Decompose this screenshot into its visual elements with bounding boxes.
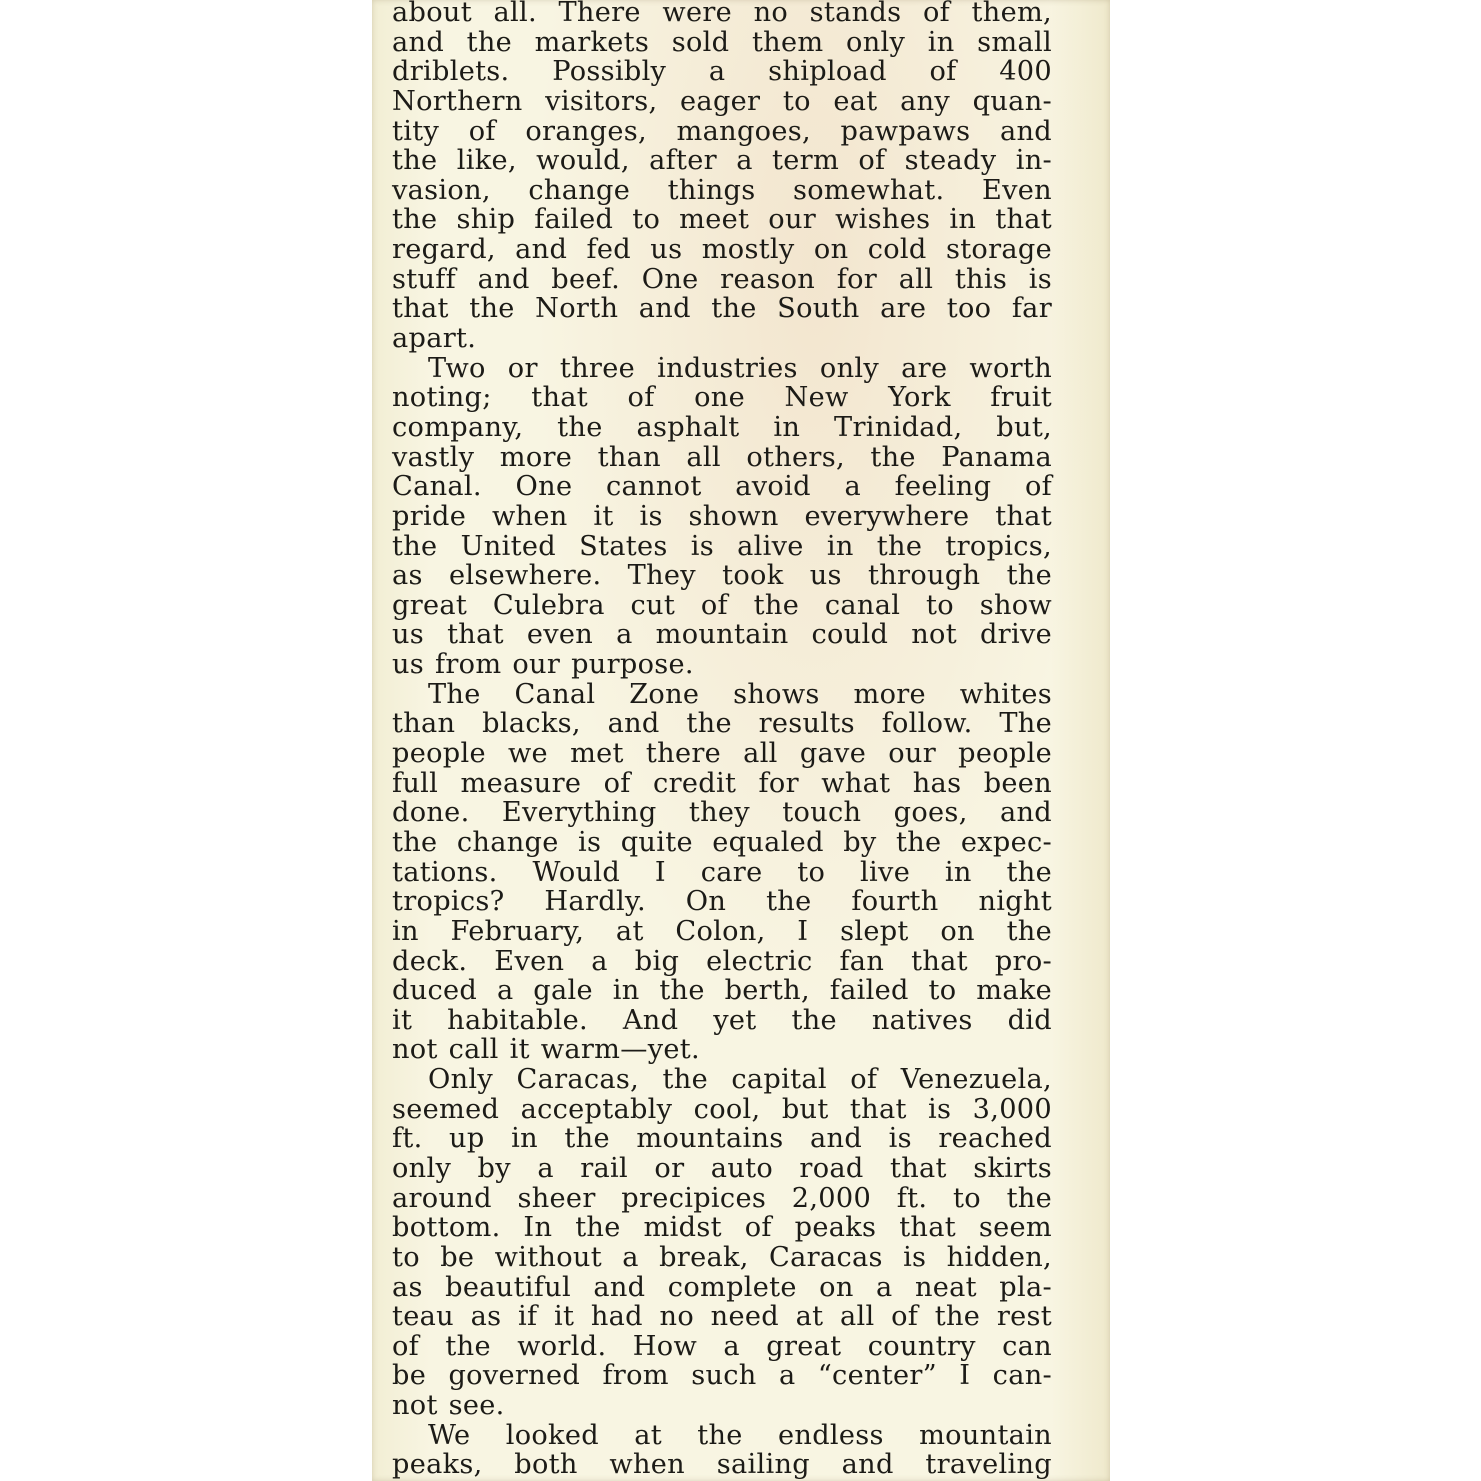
text-line: the change is quite equaled by the expec-	[392, 826, 1052, 858]
text-line: We looked at the endless mountain	[428, 1419, 1052, 1451]
article-paragraph	[392, 0, 1052, 354]
text-line: regard, and fed us mostly on cold storage	[392, 234, 1052, 266]
text-line: not call it warm—yet.	[392, 1034, 700, 1066]
text-line: only by a rail or auto road that skirts	[392, 1152, 1052, 1184]
text-line: and the markets sold them only in small	[392, 26, 1052, 58]
text-line: done. Everything they touch goes, and	[392, 797, 1052, 829]
article-paragraph	[392, 1421, 1052, 1480]
text-line: vastly more than all others, the Panama	[392, 441, 1052, 473]
text-line: us from our purpose.	[392, 649, 694, 681]
article-paragraph	[392, 354, 1052, 680]
text-line: tity of oranges, mangoes, pawpaws and	[392, 115, 1052, 147]
text-line: us that even a mountain could not drive	[392, 619, 1052, 651]
article-column	[392, 0, 1052, 1480]
text-line: pride when it is shown everywhere that	[392, 500, 1052, 532]
text-line: Two or three industries only are worth	[428, 352, 1052, 384]
text-line: about all. There were no stands of them,	[392, 0, 1052, 28]
text-line: great Culebra cut of the canal to show	[392, 589, 1052, 621]
text-line: around sheer precipices 2,000 ft. to the	[392, 1182, 1052, 1214]
text-line: it habitable. And yet the natives did	[392, 1004, 1052, 1036]
text-line: The Canal Zone shows more whites	[428, 678, 1052, 710]
text-line: as elsewhere. They took us through the	[392, 560, 1052, 592]
text-line: the United States is alive in the tropics,	[392, 530, 1052, 562]
text-line: in February, at Colon, I slept on the	[392, 915, 1052, 947]
text-line: driblets. Possibly a shipload of 400	[392, 56, 1052, 88]
text-line: tations. Would I care to live in the	[392, 856, 1052, 888]
text-line: Canal. One cannot avoid a feeling of	[392, 471, 1052, 503]
text-line: than blacks, and the results follow. The	[392, 708, 1052, 740]
text-line: full measure of credit for what has been	[392, 767, 1052, 799]
text-line: peaks, both when sailing and traveling	[392, 1449, 1052, 1481]
text-line: Only Caracas, the capital of Venezuela,	[428, 1064, 1052, 1096]
text-line: deck. Even a big electric fan that pro-	[392, 945, 1052, 977]
text-line: seemed acceptably cool, but that is 3,000	[392, 1093, 1052, 1125]
text-line: as beautiful and complete on a neat pla-	[392, 1271, 1052, 1303]
text-line: be governed from such a “center” I can-	[392, 1360, 1052, 1392]
text-line: stuff and beef. One reason for all this is	[392, 263, 1052, 295]
article-paragraph	[392, 680, 1052, 1065]
article-paragraph	[392, 1065, 1052, 1421]
text-line: noting; that of one New York fruit	[392, 382, 1052, 414]
text-line: duced a gale in the berth, failed to make	[392, 975, 1052, 1007]
text-line: of the world. How a great country can	[392, 1330, 1052, 1362]
text-line: apart.	[392, 323, 477, 355]
text-line: teau as if it had no need at all of the rest	[392, 1301, 1052, 1333]
text-line: ft. up in the mountains and is reached	[392, 1123, 1052, 1155]
text-line: Northern visitors, eager to eat any quan-	[392, 85, 1052, 117]
text-line: company, the asphalt in Trinidad, but,	[392, 411, 1052, 443]
text-line: bottom. In the midst of peaks that seem	[392, 1212, 1052, 1244]
text-line: tropics? Hardly. On the fourth night	[392, 886, 1052, 918]
text-line: that the North and the South are too far	[392, 293, 1052, 325]
newspaper-clipping	[372, 0, 1110, 1481]
text-line: vasion, change things somewhat. Even	[392, 174, 1052, 206]
text-line: the ship failed to meet our wishes in that	[392, 204, 1052, 236]
text-line: people we met there all gave our people	[392, 738, 1052, 770]
text-line: to be without a break, Caracas is hidden,	[392, 1241, 1052, 1273]
text-line: the like, would, after a term of steady in-	[392, 145, 1052, 177]
text-line: not see.	[392, 1390, 505, 1422]
